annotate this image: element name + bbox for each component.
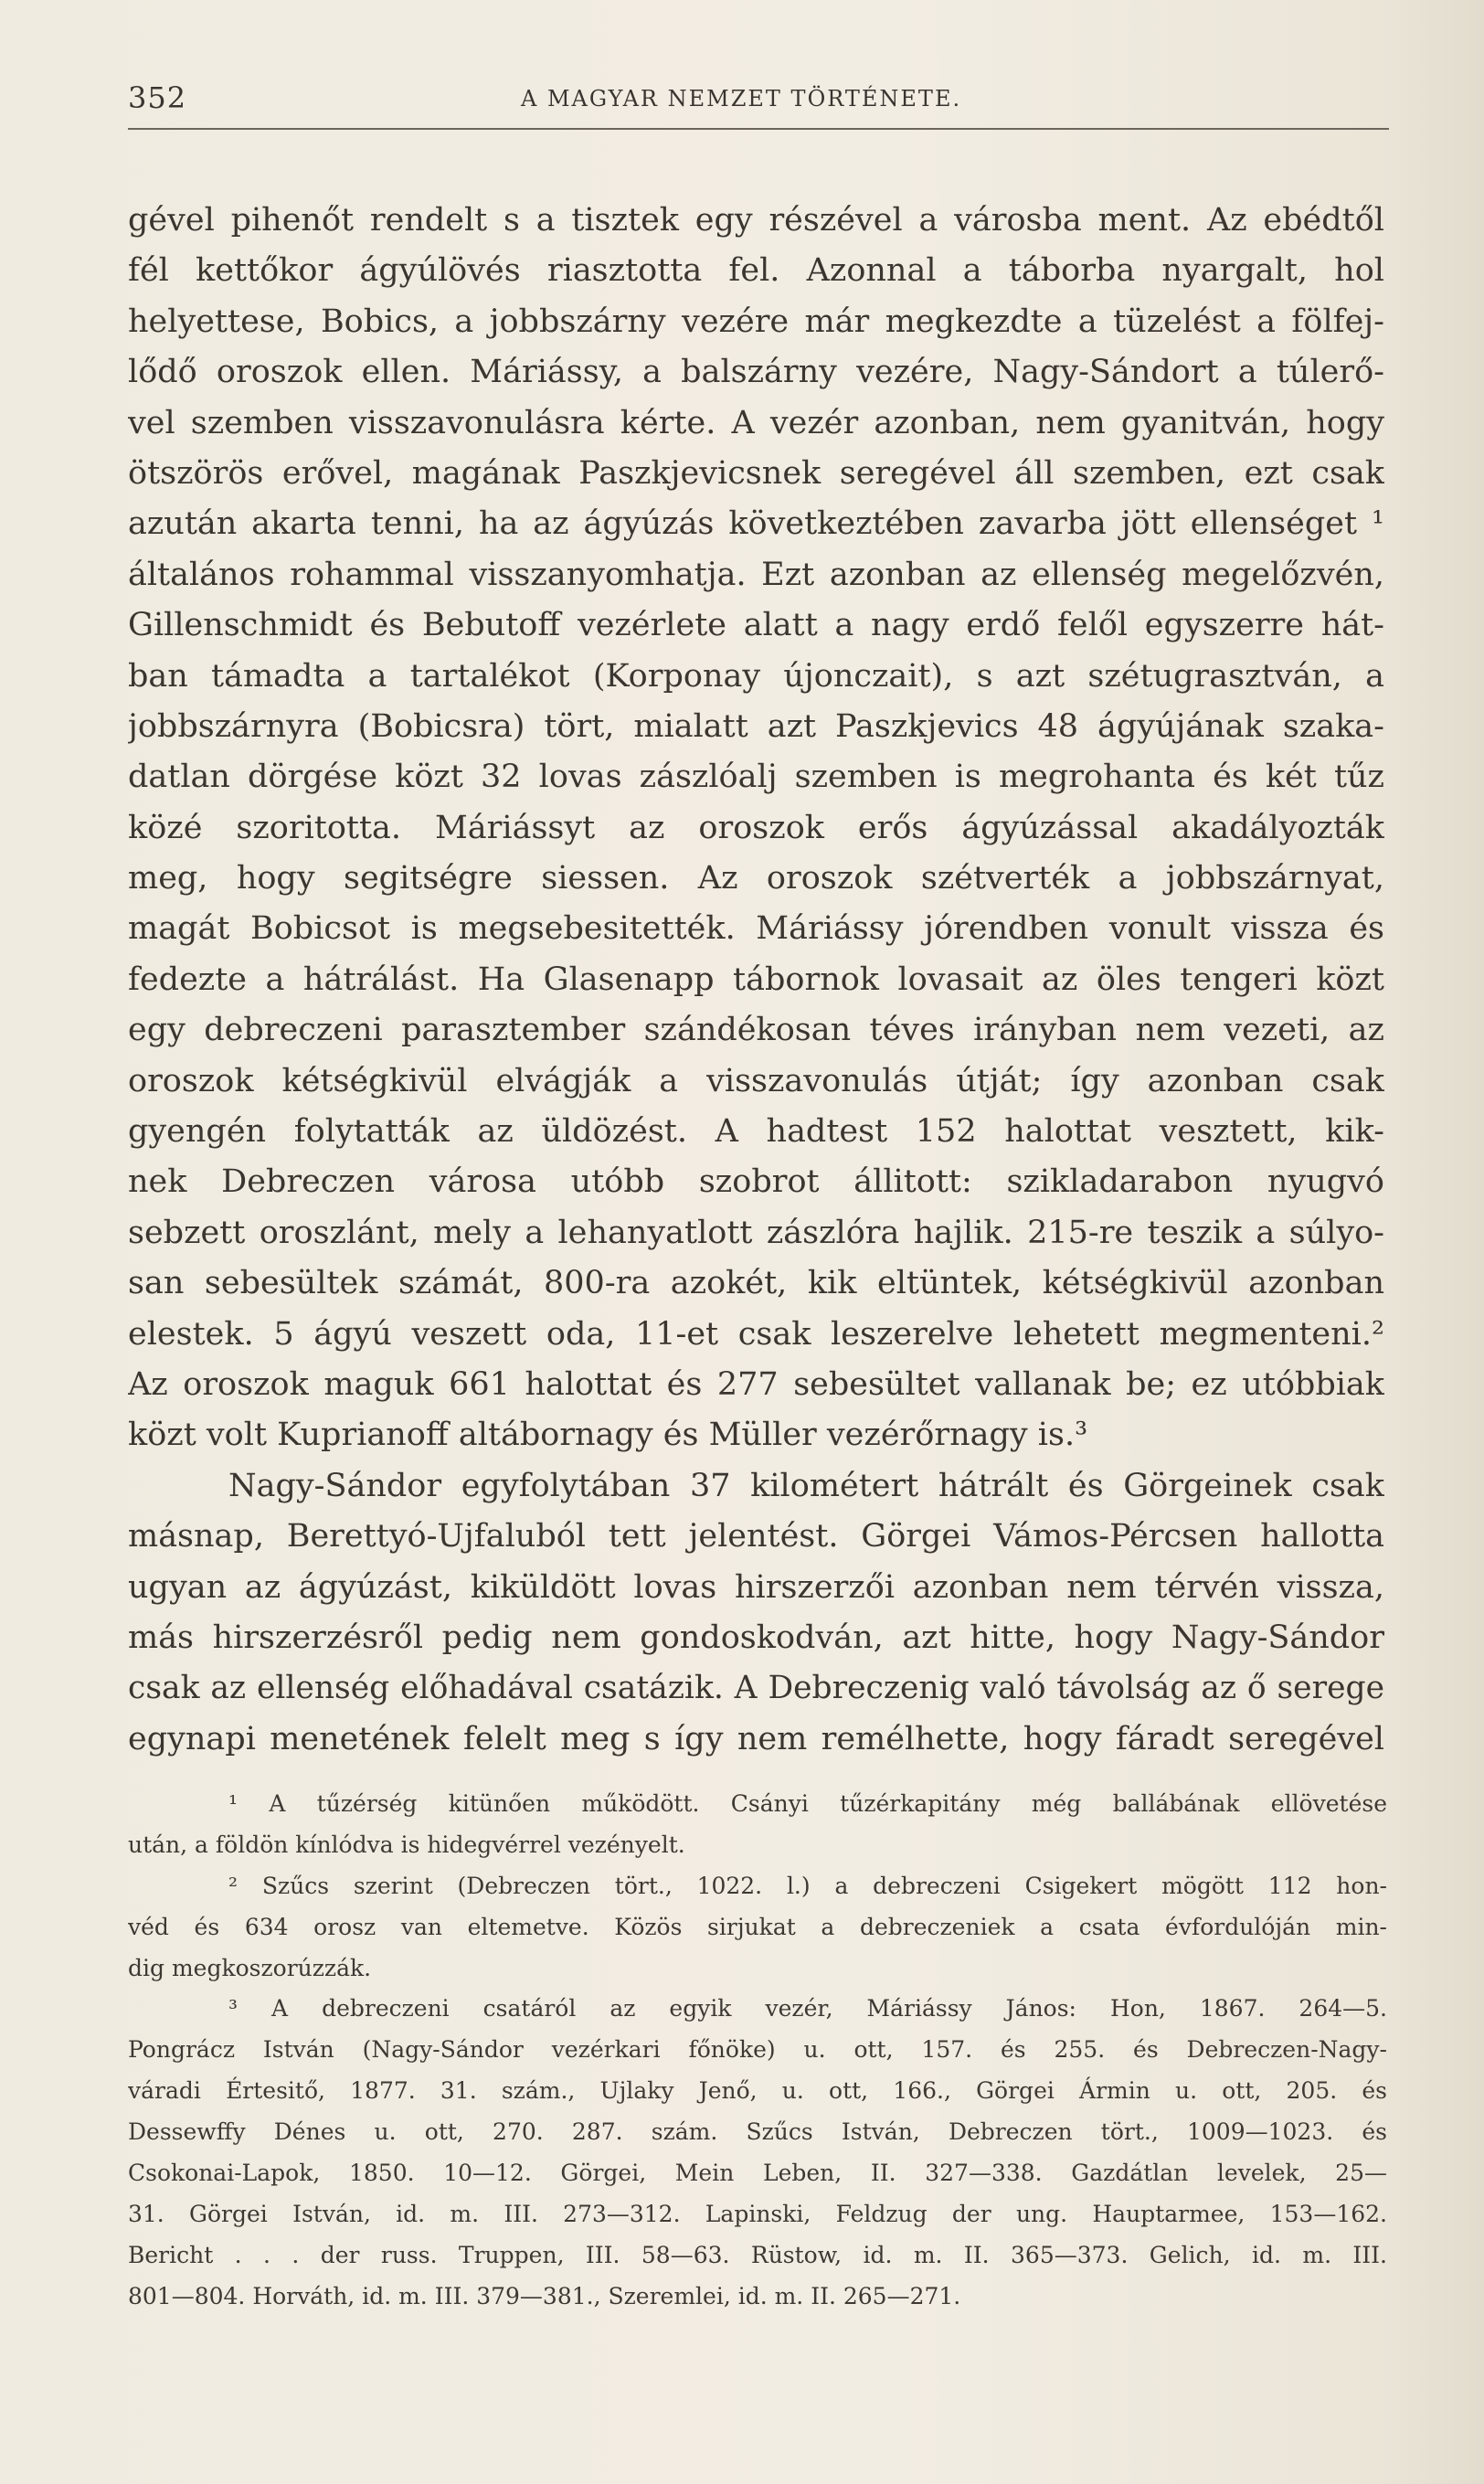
text-line: elestek. 5 ágyú veszett oda, 11-et csak leszerelve lehetett megmenteni.² [128, 1315, 1384, 1353]
page-number: 352 [128, 80, 187, 115]
text-line: más hirszerzésről pedig nem gondoskodván, azt hitte, hogy Nagy-Sándor [128, 1619, 1384, 1656]
text-line: ötszörös erővel, magának Paszkjevicsnek seregével áll szemben, ezt csak [128, 454, 1384, 492]
footnote-line: ² Szűcs szerint (Debreczen tört., 1022. l.) a debreczeni Csigekert mögött 112 hon- [228, 1872, 1387, 1899]
text-line: sebzett oroszlánt, mely a lehanyatlott zászlóra hajlik. 215-re teszik a súlyo- [128, 1214, 1384, 1251]
text-line: másnap, Berettyó-Ujfaluból tett jelentést. Görgei Vámos-Pércsen hallotta [128, 1518, 1384, 1555]
header-rule [128, 128, 1389, 130]
footnote-line: váradi Értesitő, 1877. 31. szám., Ujlaky Jenő, u. ott, 166., Görgei Ármin u. ott, 205. és [128, 2077, 1387, 2105]
running-title: A MAGYAR NEMZET TÖRTÉNETE. [521, 86, 962, 111]
text-line: Az oroszok maguk 661 halottat és 277 sebesültet vallanak be; ez utóbbiak [128, 1365, 1384, 1403]
text-line: helyettese, Bobics, a jobbszárny vezére már megkezdte a tüzelést a fölfej- [128, 303, 1384, 340]
footnote-line: 801—804. Horváth, id. m. III. 379—381., Szeremlei, id. m. II. 265—271. [128, 2282, 961, 2309]
footnote-line: után, a földön kínlódva is hidegvérrel vezényelt. [128, 1831, 685, 1858]
footnote-line: Dessewffy Dénes u. ott, 270. 287. szám. Szűcs István, Debreczen tört., 1009—1023. és [128, 2118, 1387, 2146]
text-line: Gillenschmidt és Bebutoff vezérlete alatt a nagy erdő felől egyszerre hát- [128, 607, 1384, 644]
text-line: vel szemben visszavonulásra kérte. A vezér azonban, nem gyanitván, hogy [128, 404, 1384, 441]
text-line: fél kettőkor ágyúlövés riasztotta fel. Azonnal a táborba nyargalt, hol [128, 252, 1384, 290]
text-line: általános rohammal visszanyomhatja. Ezt azonban az ellenség megelőzvén, [128, 556, 1384, 593]
text-line: Nagy-Sándor egyfolytában 37 kilométert hátrált és Görgeinek csak [228, 1467, 1384, 1504]
text-line: közé szoritotta. Máriássyt az oroszok erős ágyúzással akadályozták [128, 809, 1384, 846]
text-line: fedezte a hátrálást. Ha Glasenapp tábornok lovasait az öles tengeri közt [128, 961, 1384, 998]
text-line: egynapi menetének felelt meg s így nem remélhette, hogy fáradt seregével [128, 1720, 1384, 1757]
text-line: jobbszárnyra (Bobicsra) tört, mialatt azt Paszkjevics 48 ágyújának szaka- [128, 707, 1384, 745]
footnote-line: Csokonai-Lapok, 1850. 10—12. Görgei, Mein Leben, II. 327—338. Gazdátlan levelek, 25— [128, 2160, 1387, 2187]
footnote-line: ¹ A tűzérség kitünően működött. Csányi tűzérkapitány még ballábának ellövetése [228, 1790, 1387, 1817]
text-line: ugyan az ágyúzást, kiküldött lovas hirszerzői azonban nem térvén vissza, [128, 1568, 1384, 1606]
footnote-line: 31. Görgei István, id. m. III. 273—312. Lapinski, Feldzug der ung. Hauptarmee, 153—162. [128, 2200, 1387, 2227]
text-line: magát Bobicsot is megsebesitették. Máriássy jórendben vonult vissza és [128, 910, 1384, 948]
footnote-line: ³ A debreczeni csatáról az egyik vezér, Máriássy János: Hon, 1867. 264—5. [228, 1995, 1387, 2022]
text-line: oroszok kétségkivül elvágják a visszavonulás útját; így azonban csak [128, 1062, 1384, 1099]
footnote-line: Pongrácz István (Nagy-Sándor vezérkari főnöke) u. ott, 157. és 255. és Debreczen-Nagy- [128, 2036, 1387, 2064]
footnote-line: véd és 634 orosz van eltemetve. Közös sirjukat a debreczeniek a csata évfordulóján min- [128, 1913, 1387, 1940]
text-line: egy debreczeni parasztember szándékosan téves irányban nem vezeti, az [128, 1012, 1384, 1049]
text-line: gével pihenőt rendelt s a tisztek egy részével a városba ment. Az ebédtől [128, 202, 1384, 239]
text-line: meg, hogy segitségre siessen. Az oroszok szétverték a jobbszárnyat, [128, 860, 1384, 897]
page-header [128, 80, 1389, 117]
text-line: lődő oroszok ellen. Máriássy, a balszárny vezére, Nagy-Sándort a túlerő- [128, 354, 1384, 391]
footnote-line: dig megkoszorúzzák. [128, 1954, 372, 1981]
text-line: gyengén folytatták az üldözést. A hadtest 152 halottat vesztett, kik- [128, 1113, 1384, 1151]
text-line: azután akarta tenni, ha az ágyúzás következtében zavarba jött ellenséget ¹ [128, 505, 1384, 543]
text-line: nek Debreczen városa utóbb szobrot állitott: szikladarabon nyugvó [128, 1163, 1384, 1201]
footnote-line: Bericht . . . der russ. Truppen, III. 58—63. Rüstow, id. m. II. 365—373. Gelich, id. m. III. [128, 2241, 1387, 2268]
text-line: ban támadta a tartalékot (Korponay újonczait), s azt szétugrasztván, a [128, 657, 1384, 695]
text-line: datlan dörgése közt 32 lovas zászlóalj szemben is megrohanta és két tűz [128, 759, 1384, 796]
text-line: közt volt Kuprianoff altábornagy és Müller vezérőrnagy is.³ [128, 1417, 1088, 1454]
text-line: san sebesültek számát, 800-ra azokét, kik eltüntek, kétségkivül azonban [128, 1265, 1384, 1302]
footnotes [128, 1784, 1387, 2318]
main-text [128, 196, 1384, 1765]
text-line: csak az ellenség előhadával csatázik. A Debreczenig való távolság az ő serege [128, 1670, 1384, 1707]
